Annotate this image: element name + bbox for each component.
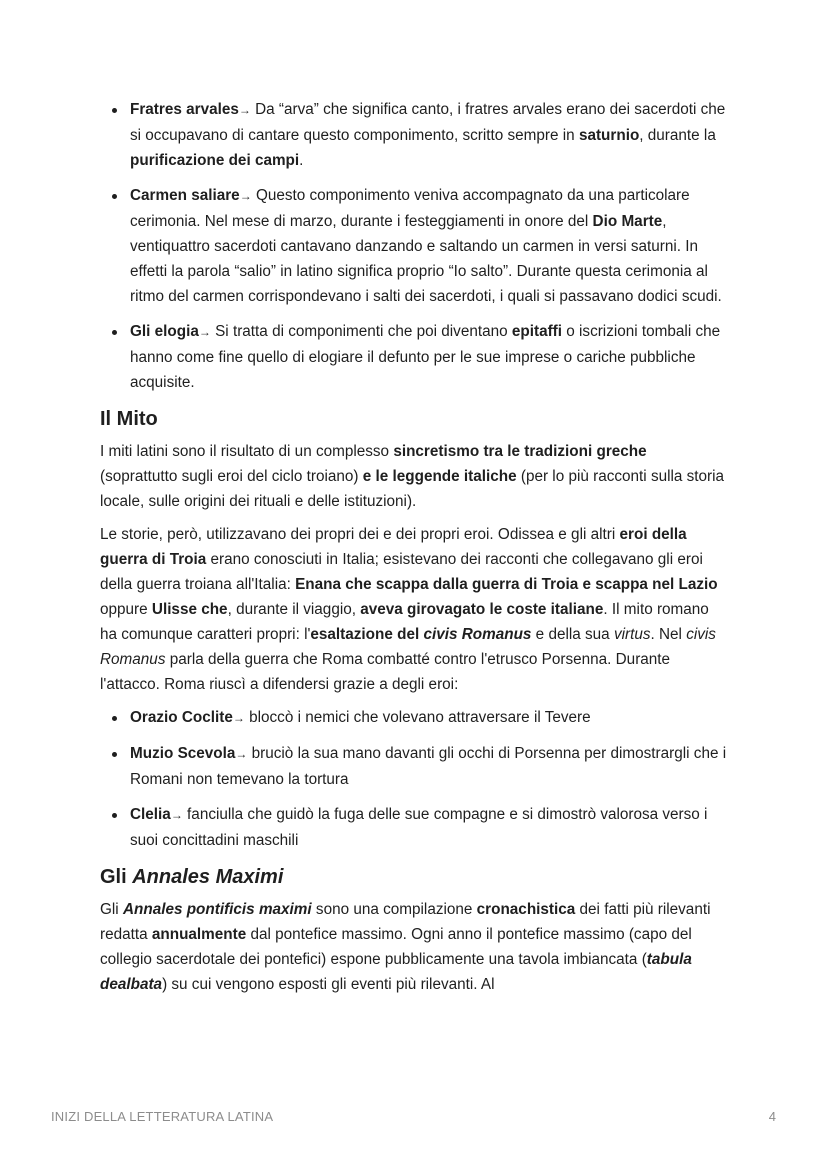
text: Questo componimento veniva accompagnato da una particolare cerimonia. Nel mese di marzo, durante i festeggiamenti in onore del [130,187,690,230]
bold-text: esaltazione del [310,626,424,643]
text: parla della guerra che Roma combatté contro l'etrusco Porsenna. Durante l'attacco. Roma riuscì a difendersi grazie a degli eroi: [100,651,671,693]
text: dei fatti più rilevanti redatta [100,901,711,943]
bold-text: aveva girovagato le coste italiane [360,601,604,618]
arrow-icon: → [198,325,211,339]
term: Muzio Scevola [130,745,236,762]
paragraph [100,522,728,697]
term: Gli elogia [130,323,199,340]
bold-text: epitaffi [511,323,563,340]
heroes-list [100,705,728,853]
list-item [100,741,728,792]
italic-text: virtus [613,626,651,643]
text: (soprattutto sugli eroi del ciclo troiano) [100,468,363,485]
arrow-icon: → [170,808,183,822]
bold-text: purificazione dei campi [130,152,300,169]
term: Orazio Coclite [130,709,233,726]
text: sono una compilazione [311,901,477,918]
paragraph [100,897,728,997]
heading-italic-text: Annales Maximi [132,866,284,888]
text: (per lo più racconti sulla storia locale, sulle origini dei rituali e delle istituzioni). [100,468,725,510]
bold-text: eroi della guerra di Troia [100,526,687,568]
bold-text: sincretismo tra le tradizioni greche [393,443,647,460]
bold-italic-text: civis Romanus [423,626,532,643]
rituals-list [100,97,728,395]
bold-text: Dio Marte [592,213,663,230]
arrow-icon: → [235,747,248,761]
list-item [100,319,728,395]
text: ) su cui vengono esposti gli eventi più rilevanti. Al [162,976,495,993]
page-number: 4 [768,1109,776,1124]
bold-text: annualmente [151,926,247,943]
section-heading-annales [100,863,728,891]
bold-text: saturnio [578,127,640,144]
arrow-icon: → [239,189,252,203]
list-item [100,705,728,731]
text: bloccò i nemici che volevano attraversare il Tevere [244,709,591,726]
text: e della sua [531,626,614,643]
section-heading-mito: Il Mito [100,408,158,430]
text: . Il mito romano ha comunque caratteri propri: l' [100,601,709,643]
list-item [100,802,728,853]
text: , durante il viaggio, [227,601,361,618]
footer-title: INIZI DELLA LETTERATURA LATINA [51,1109,274,1124]
text: . Nel [650,626,687,643]
text: oppure [100,601,152,618]
document-body [100,97,728,1005]
text: dal pontefice massimo. Ogni anno il pontefice massimo (capo del collegio sacerdotale dei pontefici) espone pubblicamente una tavola imbiancata ( [100,926,692,968]
text: fanciulla che guidò la fuga delle sue compagne e si dimostrò valorosa verso i suoi concittadini maschili [130,806,708,849]
paragraph [100,439,728,514]
list-item [100,97,728,173]
heading-text: Gli [100,866,133,888]
text: Si tratta di componimenti che poi diventano [210,323,512,340]
text: Le storie, però, utilizzavano dei propri dei e dei propri eroi. Odissea e gli altri [100,526,620,543]
bold-italic-text: Annales pontificis maximi [122,901,312,918]
text: o iscrizioni tombali che hanno come fine quello di elogiare il defunto per le sue imprese o cariche pubbliche acquisite. [130,323,721,391]
term: Carmen saliare [130,187,240,204]
term: Clelia [130,806,171,823]
text: erano conosciuti in Italia; esistevano dei racconti che collegavano gli eroi della guerra troiana all'Italia: [100,551,703,593]
arrow-icon: → [238,103,251,117]
term: Fratres arvales [130,101,239,118]
text: Gli [100,901,123,918]
italic-text: civis Romanus [100,626,716,668]
text: . [299,152,304,169]
arrow-icon: → [232,711,245,725]
text: , durante la [639,127,716,144]
list-item [100,183,728,309]
text: , ventiquattro sacerdoti cantavano danzando e saltando un carmen in versi saturni. In effetti la parola “salio” in latino significa proprio “Io salto”. Durante questa cerimonia al ritmo del carmen corrispondevano i salti dei sacerdoti, i quali si passavano dodici scudi. [130,213,722,305]
text: bruciò la sua mano davanti gli occhi di Porsenna per dimostrargli che i Romani non temevano la tortura [130,745,727,788]
text: Da “arva” che significa canto, i fratres arvales erano dei sacerdoti che si occupavano di cantare questo componimento, scritto sempre in [130,101,726,144]
bold-italic-text: tabula dealbata [100,951,692,993]
bold-text: e le leggende italiche [362,468,517,485]
bold-text: Ulisse che [151,601,228,618]
text: I miti latini sono il risultato di un complesso [100,443,394,460]
bold-text: cronachistica [476,901,576,918]
bold-text: Enana che scappa dalla guerra di Troia e scappa nel Lazio [295,576,718,593]
